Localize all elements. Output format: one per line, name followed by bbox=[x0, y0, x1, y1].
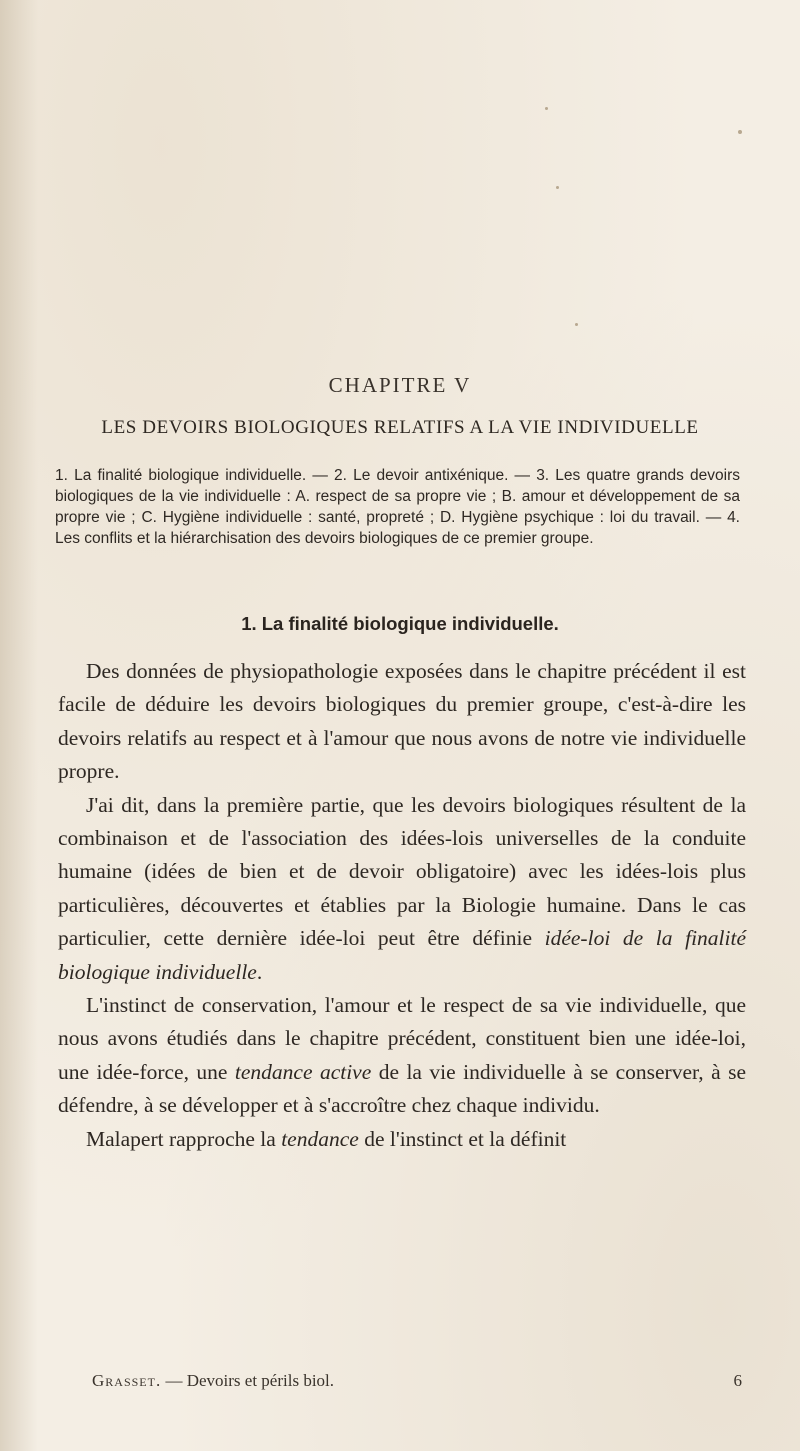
paper-speck bbox=[575, 323, 578, 326]
chapter-heading: LES DEVOIRS BIOLOGIQUES RELATIFS A LA VIE INDIVIDUELLE bbox=[101, 417, 699, 438]
signature-mark: 6 bbox=[733, 1371, 742, 1390]
chapter-number: CHAPITRE V bbox=[328, 373, 472, 397]
paragraph: Des données de physiopathologie exposées dans le chapitre précédent il est facile de déduire les devoirs biologiques du premier groupe, c'est-à-dire les devoirs relatifs au respect et à l'amour que nous avons de notre vie individuelle propre. bbox=[58, 659, 746, 784]
footer-book-info: Grasset. — Devoirs et périls biol. bbox=[92, 1371, 335, 1390]
chapter-summary: 1. La finalité biologique individuelle. — 2. Le devoir antixénique. — 3. Les quatre grands devoirs biologiques de la vie individuelle : A. respect de sa propre vie ; B. amour et développement de sa propre vie ; C. Hygiène individuelle : santé, propreté ; D. Hygiène psychique : loi du travail. — 4. Les conflits et la hiérarchisation des devoirs biologiques de ce premier groupe. bbox=[55, 467, 740, 547]
paragraph: J'ai dit, dans la première partie, que les devoirs biologiques résultent de la combinaison et de l'association des idées-lois universelles de la conduite humaine (idées de bien et de devoir obligatoire) avec les idées-lois plus particulières, découvertes et établies par la Biologie humaine. Dans le cas particulier, cette dernière idée-loi peut être définie idée-loi de la finalité biologique individuelle. bbox=[58, 792, 747, 984]
body-text bbox=[58, 655, 746, 1156]
emphasis: tendance active bbox=[234, 1059, 372, 1084]
paragraph: L'instinct de conservation, l'amour et le respect de sa vie individuelle, que nous avons étudiés dans le chapitre précédent, constituent bien une idée-loi, une idée-force, une tendance active de la vie individuelle à se conserver, à se défendre, à se développer et à s'accroître chez chaque individu. bbox=[58, 993, 746, 1118]
section-heading: 1. La finalité biologique individuelle. bbox=[241, 613, 559, 634]
spine-shadow bbox=[0, 0, 38, 1451]
paper-speck bbox=[556, 186, 559, 189]
page-footer bbox=[92, 1371, 742, 1391]
paper-speck bbox=[738, 130, 742, 134]
emphasis: tendance bbox=[281, 1126, 359, 1151]
footer-title: Devoirs et périls biol. bbox=[186, 1371, 335, 1390]
paper-speck bbox=[545, 107, 548, 110]
paragraph: Malapert rapproche la tendance de l'instinct et la définit bbox=[86, 1126, 567, 1151]
emphasis: idée-loi de la finalité biologique individuelle bbox=[58, 926, 747, 984]
footer-author: Grasset. bbox=[92, 1371, 162, 1390]
